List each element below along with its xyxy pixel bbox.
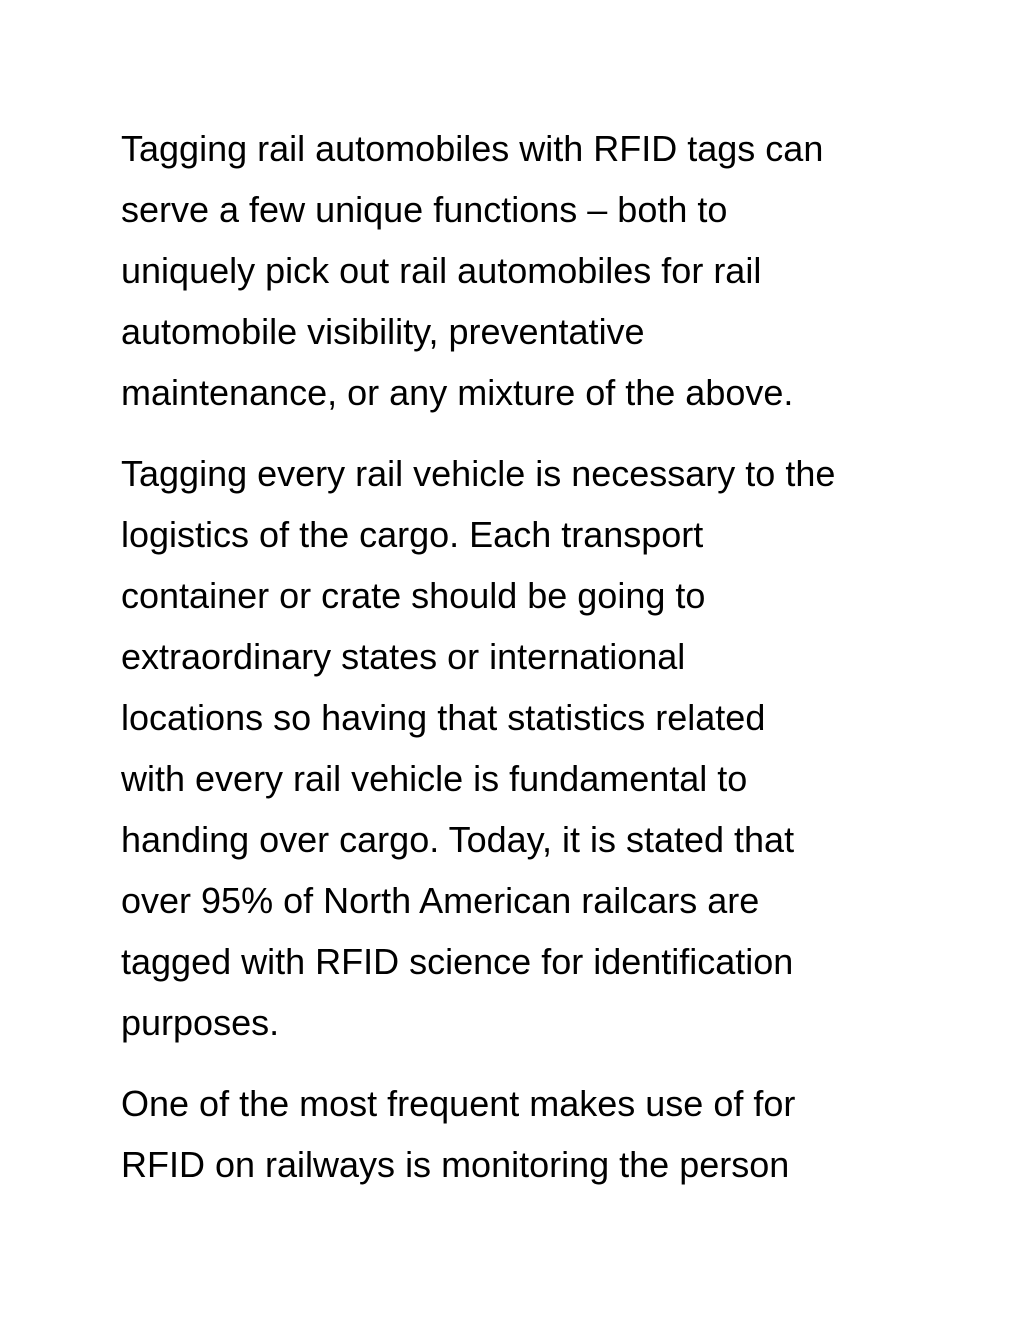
text-line: uniquely pick out rail automobiles for rail bbox=[121, 250, 762, 291]
text-line: container or crate should be going to bbox=[121, 575, 706, 616]
text-line: RFID on railways is monitoring the person bbox=[121, 1144, 790, 1185]
text-line: One of the most frequent makes use of for bbox=[121, 1083, 796, 1124]
text-line: extraordinary states or international bbox=[121, 636, 686, 677]
text-line: Tagging every rail vehicle is necessary to the bbox=[121, 453, 836, 494]
paragraph-3 bbox=[121, 1073, 911, 1195]
text-line: serve a few unique functions – both to bbox=[121, 189, 728, 230]
paragraph-1 bbox=[121, 118, 911, 423]
text-line: Tagging rail automobiles with RFID tags can bbox=[121, 128, 824, 169]
paragraph-2 bbox=[121, 443, 911, 1053]
text-line: maintenance, or any mixture of the above. bbox=[121, 372, 794, 413]
text-line: with every rail vehicle is fundamental to bbox=[121, 758, 748, 799]
text-line: over 95% of North American railcars are bbox=[121, 880, 760, 921]
text-line: locations so having that statistics related bbox=[121, 697, 766, 738]
body-text bbox=[121, 118, 911, 1215]
text-line: tagged with RFID science for identification bbox=[121, 941, 794, 982]
text-line: purposes. bbox=[121, 1002, 280, 1043]
text-line: handing over cargo. Today, it is stated that bbox=[121, 819, 795, 860]
text-line: logistics of the cargo. Each transport bbox=[121, 514, 704, 555]
text-line: automobile visibility, preventative bbox=[121, 311, 645, 352]
